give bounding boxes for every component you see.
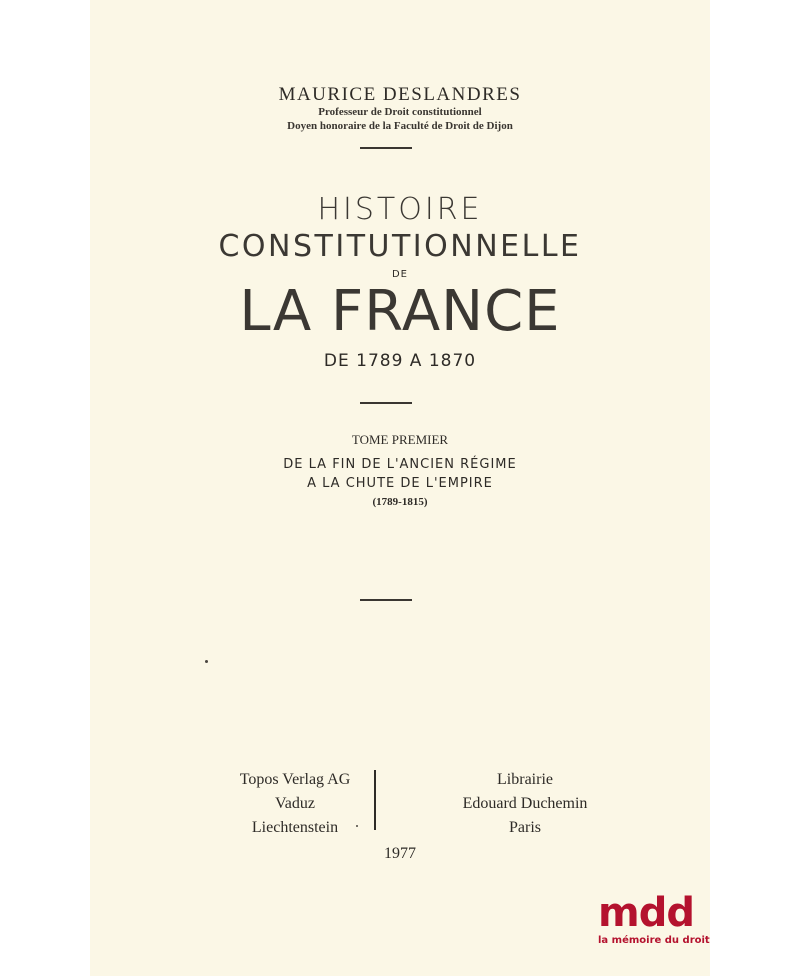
volume-subtitle-1: DE LA FIN DE L'ANCIEN RÉGIME (283, 457, 517, 472)
author-role-2: Doyen honoraire de la Faculté de Droit de Dijon (287, 120, 513, 132)
publisher-left (185, 768, 405, 840)
publisher-right (415, 768, 635, 840)
title-main: LA FRANCE (239, 279, 561, 344)
publisher-right-line-2: Edouard Duchemin (462, 795, 588, 812)
author-role-1: Professeur de Droit constitutionnel (318, 106, 482, 118)
speck (205, 660, 208, 663)
logo-letter: d (666, 890, 694, 936)
title-line-2: CONSTITUTIONNELLE (218, 229, 582, 264)
publisher-left-line-2: Vaduz (275, 795, 315, 812)
title-line-1: HISTOIRE (317, 192, 483, 227)
volume-years: (1789-1815) (372, 496, 428, 508)
title-dates: DE 1789 A 1870 (323, 351, 477, 371)
divider-rule (360, 599, 412, 601)
logo-letter: d (638, 890, 667, 936)
title-page (90, 0, 710, 976)
publication-year: 1977 (384, 845, 416, 862)
divider-rule (360, 147, 412, 149)
publisher-left-line-1: Topos Verlag AG (239, 771, 351, 788)
publisher-right-line-3: Paris (509, 819, 541, 836)
logo-letter: m (598, 890, 639, 936)
logo-letters (598, 890, 698, 936)
volume-label: TOME PREMIER (351, 432, 449, 447)
author-name: MAURICE DESLANDRES (278, 84, 522, 105)
publisher-separator (374, 770, 376, 830)
divider-rule (360, 402, 412, 404)
title-connector: DE (391, 269, 409, 280)
publisher-right-line-1: Librairie (497, 771, 553, 788)
logo-tagline: la mémoire du droit (598, 935, 710, 946)
mdd-logo (598, 890, 710, 946)
publisher-left-line-3: Liechtenstein (251, 819, 339, 836)
volume-subtitle-2: A LA CHUTE DE L'EMPIRE (307, 476, 493, 491)
